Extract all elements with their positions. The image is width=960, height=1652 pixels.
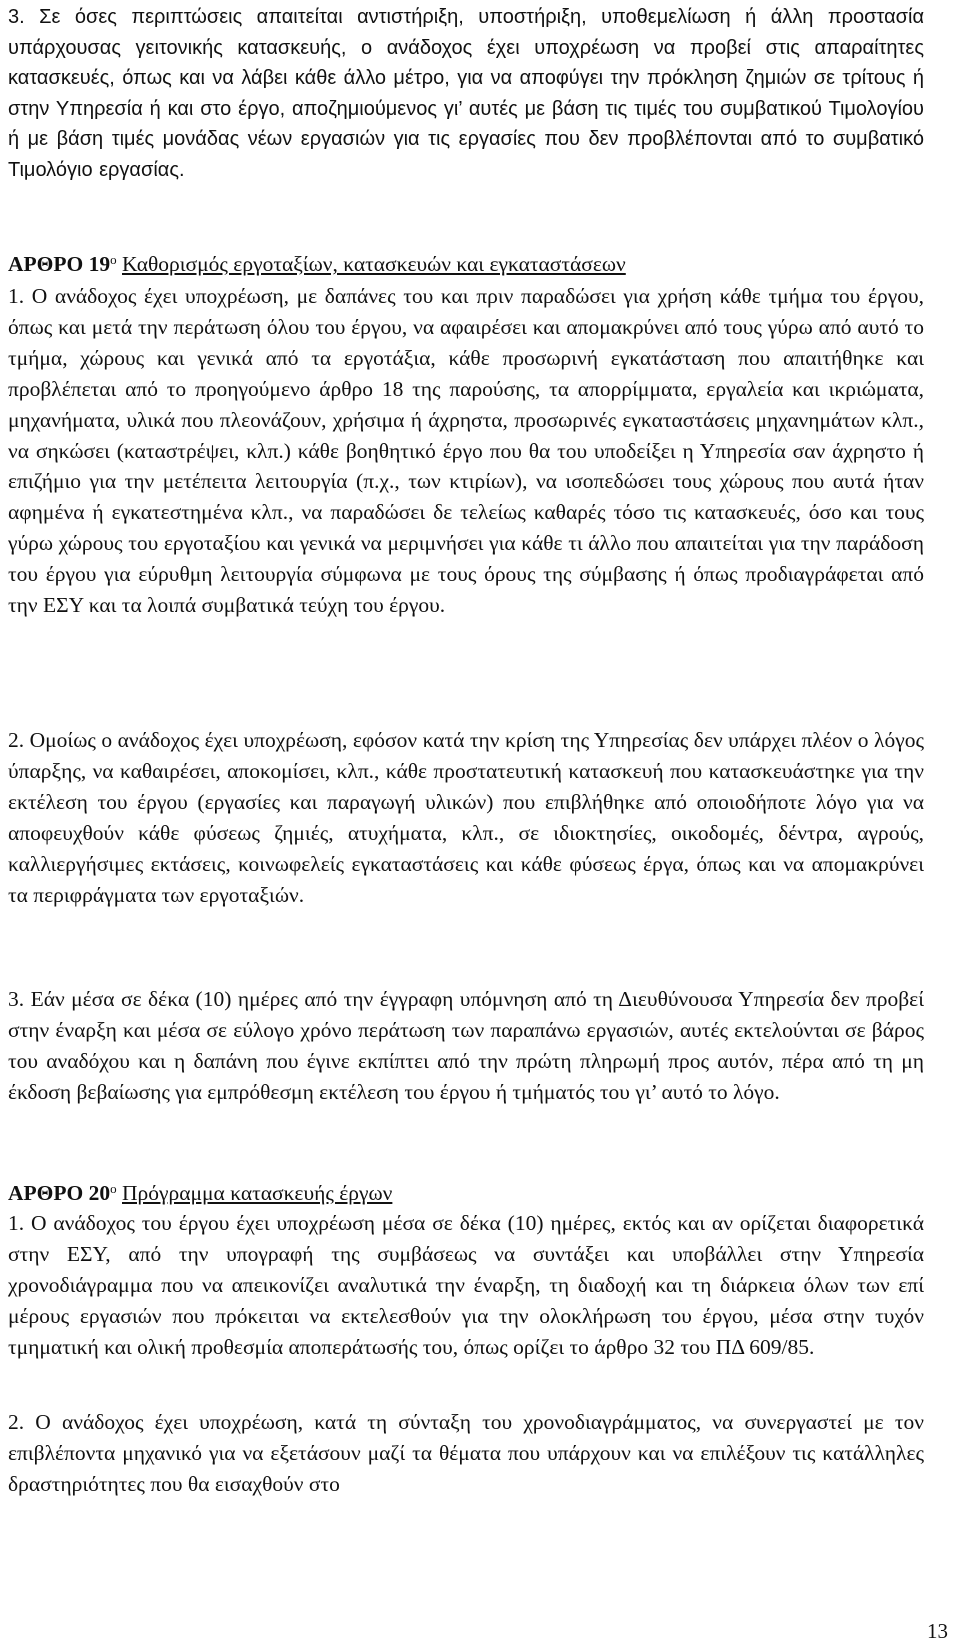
article-20-ordinal: ο <box>110 1181 117 1196</box>
article-19-label: ΑΡΘΡΟ 19 <box>8 252 111 276</box>
article-20-paragraph-2: 2. Ο ανάδοχος έχει υποχρέωση, κατά τη σύνταξη του χρονοδιαγράμματος, να συνεργαστεί με τον επιβλέποντα μηχανικό για να εξετάσουν μαζί τα θέματα που υπάρχουν και να επιλέξουν τις κατάλληλες δραστηριότητες που θα εισαχθούν στο <box>8 1410 924 1496</box>
article-19-title: Καθορισμός εργοταξίων, κατασκευών και εγκαταστάσεων <box>122 252 626 276</box>
article-19-paragraph-3: 3. Εάν μέσα σε δέκα (10) ημέρες από την έγγραφη υπόμνηση από τη Διευθύνουσα Υπηρεσία δεν προβεί στην έναρξη και μέσα σε εύλογο χρόνο περάτωση των παραπάνω εργασιών, αυτές εκτελούνται σε βάρος του αναδόχου και η δαπάνη που έγινε εκπίπτει από την πρώτη πληρωμή προς αυτόν, πέρα από τη μη έκδοση βεβαίωσης για εμπρόθεσμη εκτέλεση του έργου ή τμήματός του γι’ αυτό το λόγο. <box>8 987 924 1104</box>
article-20-paragraph-1: 1. Ο ανάδοχος του έργου έχει υποχρέωση μέσα σε δέκα (10) ημέρες, εκτός και αν ορίζεται διαφορετικά στην ΕΣΥ, από την υπογραφή της συμβάσεως να συντάξει και υποβάλλει στην Υπηρεσία χρονοδιάγραμμα που να απεικονίζει αναλυτικά την έναρξη, τη διαδοχή και τη διάρκεια όλων των επί μέρους εργασιών που πρόκειται να εκτελεσθούν για την ολοκλήρωση του έργου, μέσα στην τυχόν τμηματική και ολική προθεσμία αποπεράτωσής του, όπως ορίζει το άρθρο 32 του ΠΔ 609/85. <box>8 1211 924 1359</box>
article-20-title: Πρόγραμμα κατασκευής έργων <box>122 1181 393 1205</box>
page-number: 13 <box>927 1619 948 1643</box>
article-19-paragraph-1: 1. Ο ανάδοχος έχει υποχρέωση, με δαπάνες του και πριν παραδώσει για χρήση κάθε τμήμα του έργου, όπως και μετά την περάτωση όλου του έργου, να αφαιρέσει και απομακρύνει από τους γύρω από αυτό το τμήμα, χώρους και γενικά από τα εργοτάξια, κάθε προσωρινή εγκατάσταση που απαιτήθηκε και προβλέπεται από το προηγούμενο άρθρο 18 της παρούσης, τα απορρίμματα, εργαλεία και ικριώματα, μηχανήματα, υλικά που πλεονάζουν, χρήσιμα ή άχρηστα, προσωρινές εγκαταστάσεις μηχανημάτων κλπ., να σηκώσει (καταστρέψει, κλπ.) κάθε βοηθητικό έργο που θα του υποδείξει η Υπηρεσία σαν άχρηστο ή επιζήμιο για την μετέπειτα λειτουργία (π.χ., των κτιρίων), να ισοπεδώσει τους χώρους που αυτά ήταν αφημένα ή εγκατεστημένα κλπ., να παραδώσει δε τελείως καθαρές τόσο τις κατασκευές, όσο και τους γύρω χώρους του εργοταξίου και γενικά να μεριμνήσει για κάθε τι άλλο που απαιτείται για την παράδοση του έργου για εύρυθμη λειτουργία σύμφωνα με τους όρους της σύμβασης ή όπως προδιαγράφεται από την ΕΣΥ και τα λοιπά συμβατικά τεύχη του έργου. <box>8 284 924 618</box>
article-20-heading <box>8 1178 924 1208</box>
article-20-label: ΑΡΘΡΟ 20 <box>8 1181 111 1205</box>
article-19-ordinal: ο <box>110 252 117 267</box>
intro-paragraph: 3. Σε όσες περιπτώσεις απαιτείται αντιστήριξη, υποστήριξη, υποθεμελίωση ή άλλη προστασία υπάρχουσας γειτονικής κατασκευής, ο ανάδοχος έχει υποχρέωση να προβεί στις απαραίτητες κατασκευές, όπως και να λάβει κάθε άλλο μέτρο, για να αποφύγει την πρόκληση ζημιών σε τρίτους ή στην Υπηρεσία ή και στο έργο, αποζημιούμενος γι’ αυτές με βάση τις τιμές του συμβατικού Τιμολογίου ή με βάση τιμές μονάδας νέων εργασιών για τις εργασίες που δεν προβλέπονται από το συμβατικό Τιμολόγιο εργασίας. <box>8 6 924 181</box>
article-19-paragraph-2: 2. Ομοίως ο ανάδοχος έχει υποχρέωση, εφόσον κατά την κρίση της Υπηρεσίας δεν υπάρχει πλέον ο λόγος ύπαρξης, να καθαιρέσει, αποκομίσει, κλπ., κάθε προστατευτική κατασκευή που κατασκευάστηκε για την εκτέλεση του έργου (εργασίες και παραγωγή υλικών) που επιβλήθηκε από οποιοδήποτε λόγο για να αποφευχθούν κάθε φύσεως ζημιές, ατυχήματα, κλπ., σε ιδιοκτησίες, οικοδομές, δέντρα, αγρούς, καλλιεργήσιμες εκτάσεις, κοινωφελείς εγκαταστάσεις και κάθε φύσεως έργα, όπως και να απομακρύνει τα περιφράγματα των εργοταξιών. <box>8 728 924 907</box>
article-19-heading <box>8 249 924 279</box>
